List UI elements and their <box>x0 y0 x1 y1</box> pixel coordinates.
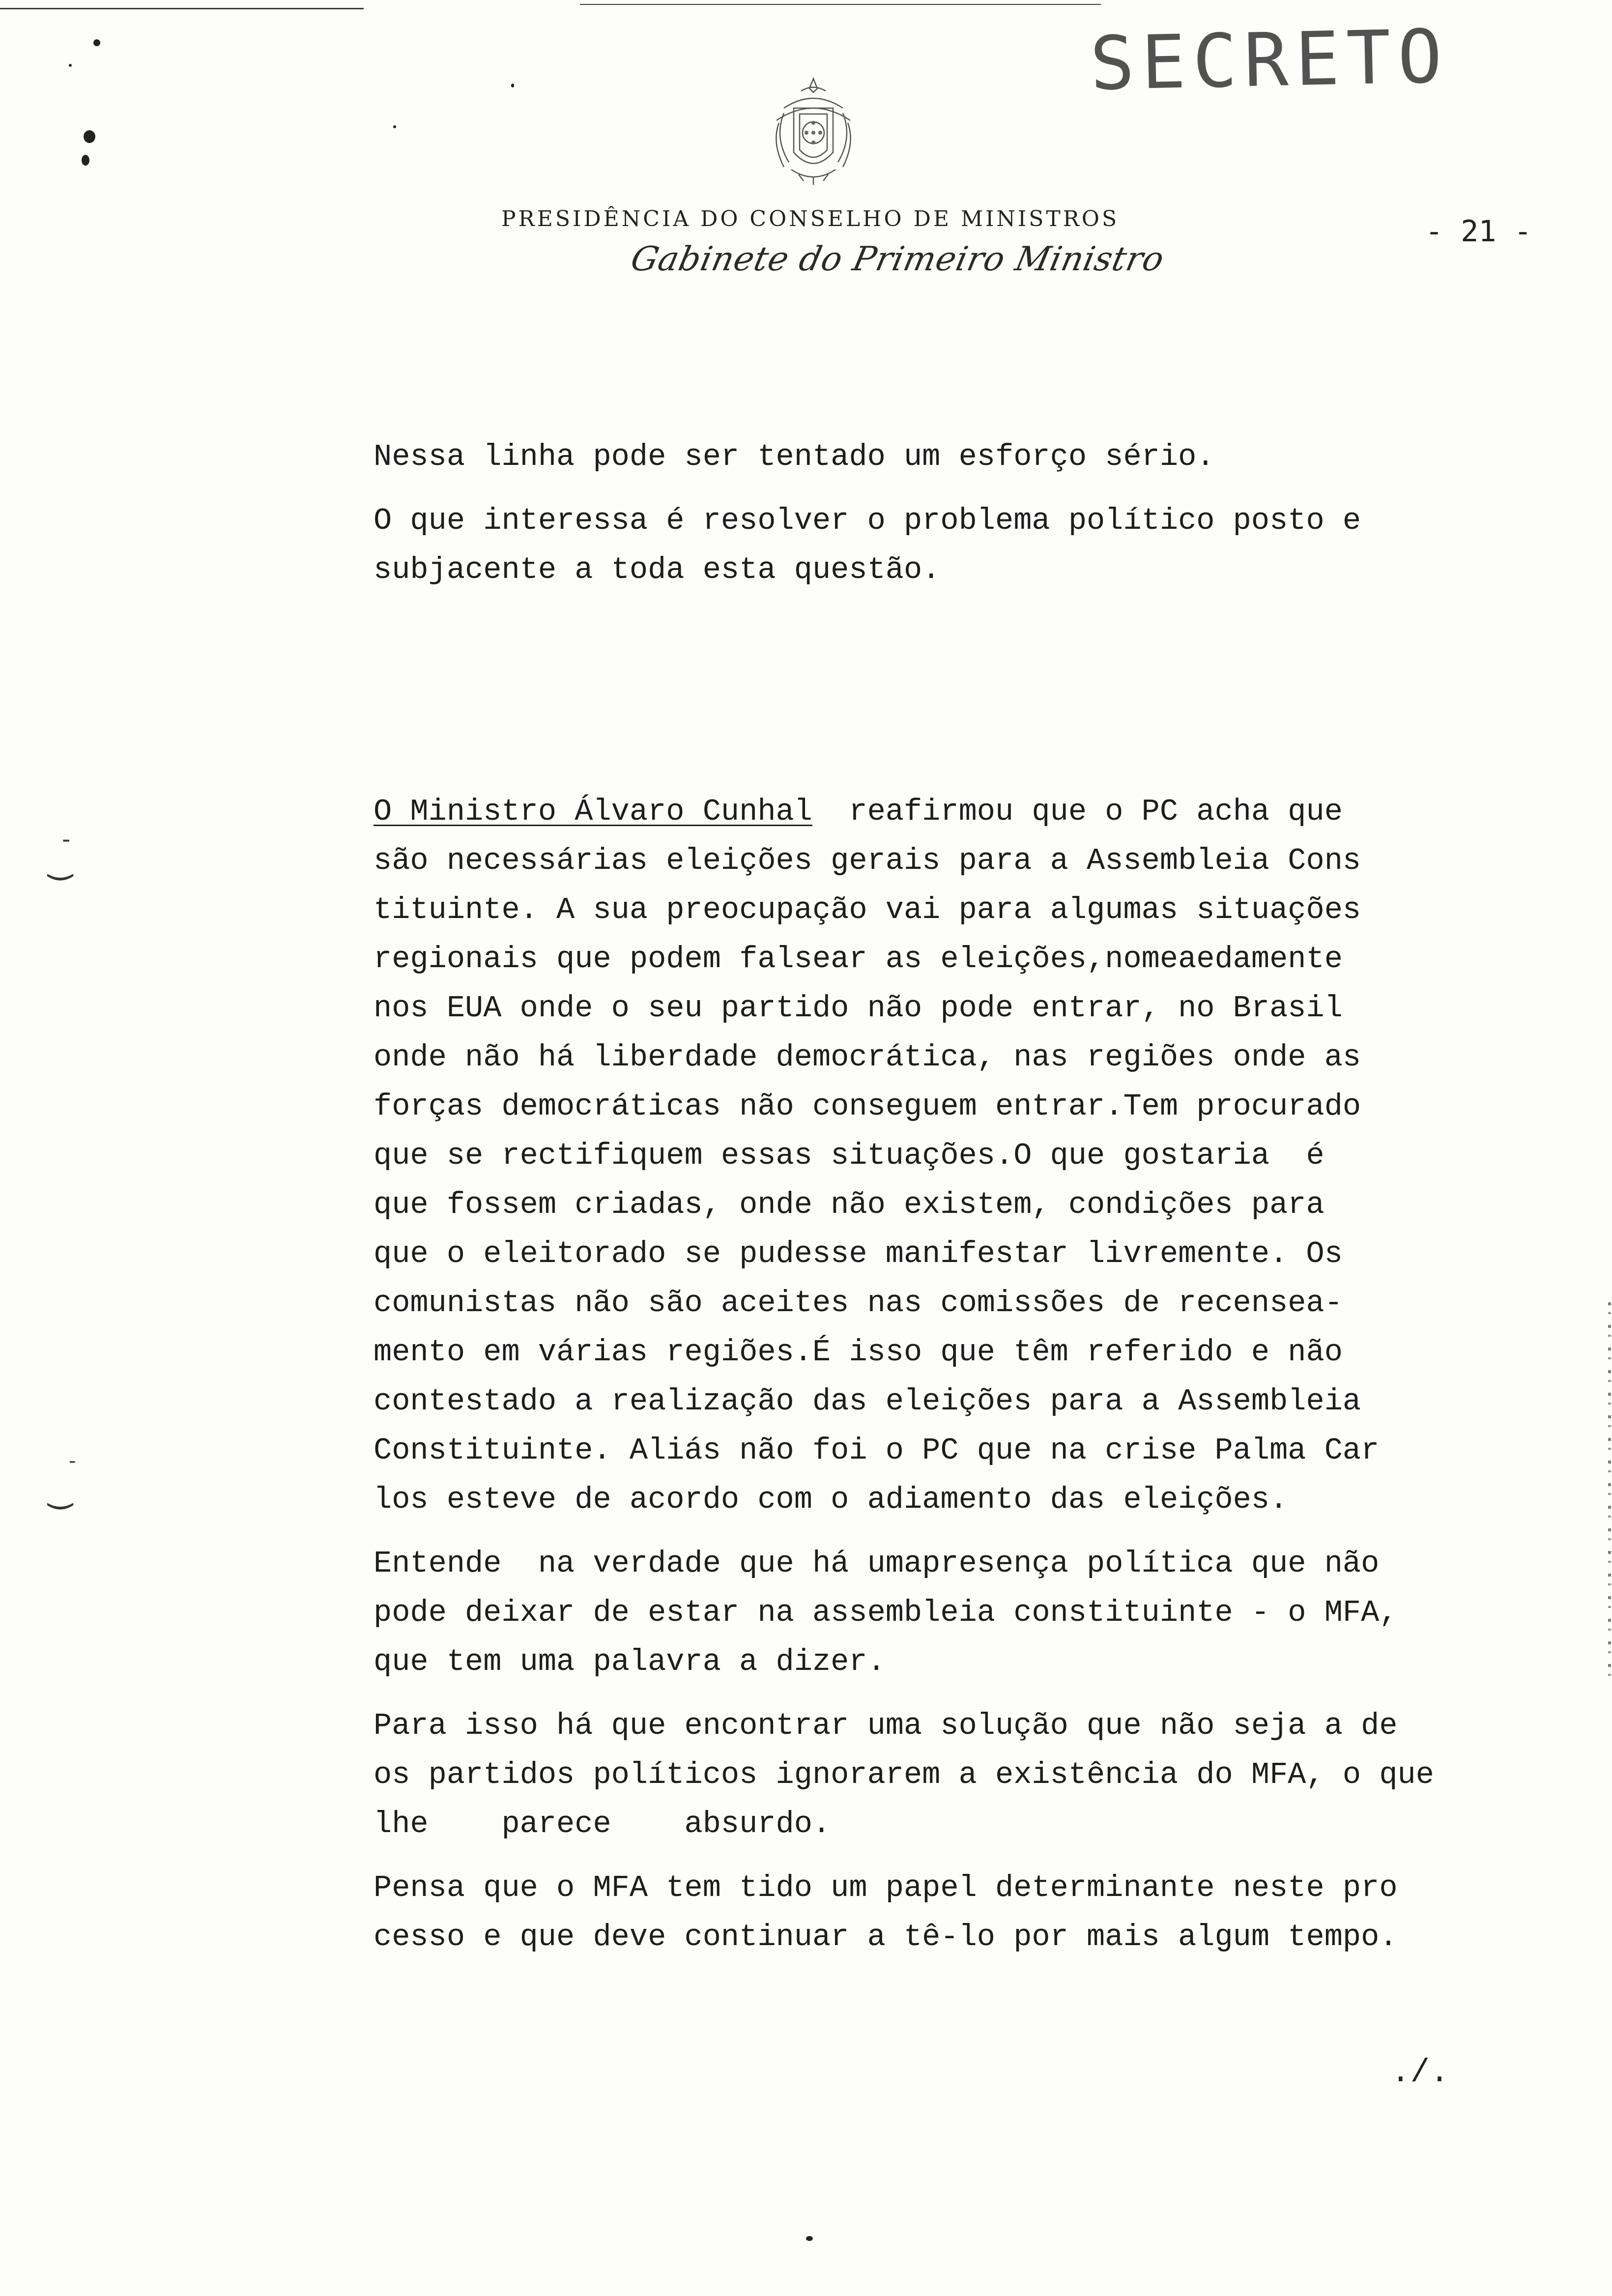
text-line: reafirmou que o PC acha que <box>812 794 1343 829</box>
letterhead-title: PRESIDÊNCIA DO CONSELHO DE MINISTROS <box>501 206 1120 231</box>
text-line: Constituinte. Aliás não foi o PC que na crise Palma Car <box>374 1433 1380 1468</box>
text-line: Pensa que o MFA tem tido um papel determinante neste pro <box>374 1870 1398 1905</box>
margin-bracket: ( <box>42 871 77 883</box>
coat-of-arms-icon <box>754 69 872 192</box>
paragraph <box>374 1864 1504 1962</box>
paragraph <box>374 432 1504 482</box>
text-line: Entende na verdade que há umapresença política que não <box>374 1546 1380 1581</box>
text-line: onde não há liberdade democrática, nas regiões onde as <box>374 1040 1361 1075</box>
text-line: Para isso há que encontrar uma solução que não seja a de <box>374 1708 1398 1743</box>
scan-edge-line-right <box>580 4 1101 5</box>
margin-dash: - <box>69 1450 76 1472</box>
text-line: nos EUA onde o seu partido não pode entrar, no Brasil <box>374 991 1343 1026</box>
text-line: que o eleitorado se pudesse manifestar livremente. Os <box>374 1236 1343 1271</box>
text-line: los esteve de acordo com o adiamento das eleições. <box>374 1482 1288 1517</box>
text-line: forças democráticas não conseguem entrar.Tem procurado <box>374 1089 1361 1124</box>
text-line: mento em várias regiões.É isso que têm referido e não <box>374 1335 1343 1370</box>
margin-bracket: ( <box>42 1500 77 1512</box>
text-line: lhe parece absurdo. <box>374 1807 831 1841</box>
text-line: regionais que podem falsear as eleições,nomeaedamente <box>374 942 1343 976</box>
scan-speck <box>806 2236 813 2241</box>
margin-dash: - <box>62 826 71 853</box>
paragraph <box>374 1539 1504 1687</box>
text-line: tituinte. A sua preocupação vai para algumas situações <box>374 892 1361 927</box>
text-line: que se rectifiquem essas situações.O que gostaria é <box>374 1138 1324 1173</box>
letterhead-subtitle: Gabinete do Primeiro Ministro <box>627 240 1168 279</box>
page-number: - 21 - <box>1425 214 1532 249</box>
document-body <box>374 432 1504 1962</box>
scan-edge-line-left <box>0 8 364 9</box>
scan-speck <box>82 155 89 166</box>
paragraph <box>374 496 1504 595</box>
continuation-mark: ./. <box>1391 2054 1449 2091</box>
scan-speck <box>511 84 514 87</box>
text-line: cesso e que deve continuar a tê-lo por mais algum tempo. <box>374 1920 1398 1954</box>
text-line: pode deixar de estar na assembleia constituinte - o MFA, <box>374 1595 1398 1630</box>
text-line: Nessa linha pode ser tentado um esforço sério. <box>374 439 1215 474</box>
text-line: subjacente a toda esta questão. <box>374 552 941 587</box>
paragraph <box>374 787 1504 1524</box>
paragraph <box>374 1701 1504 1849</box>
speaker-name: O Ministro Álvaro Cunhal <box>374 794 812 829</box>
scan-speck <box>69 64 72 67</box>
text-line: que fossem criadas, onde não existem, condições para <box>374 1187 1324 1222</box>
text-line: contestado a realização das eleições para a Assembleia <box>374 1384 1361 1419</box>
text-line: são necessárias eleições gerais para a Assembleia Cons <box>374 843 1361 878</box>
text-line: que tem uma palavra a dizer. <box>374 1644 886 1679</box>
secret-stamp: SECRETO <box>1089 14 1450 107</box>
text-line: comunistas não são aceites nas comissões de recensea- <box>374 1286 1343 1320</box>
scan-edge-noise <box>1608 1302 1611 1686</box>
text-line: os partidos políticos ignorarem a existência do MFA, o que <box>374 1757 1434 1792</box>
scan-speck <box>93 39 100 46</box>
scan-speck <box>393 125 396 128</box>
scan-speck <box>84 130 95 143</box>
text-line: O que interessa é resolver o problema político posto e <box>374 503 1361 538</box>
